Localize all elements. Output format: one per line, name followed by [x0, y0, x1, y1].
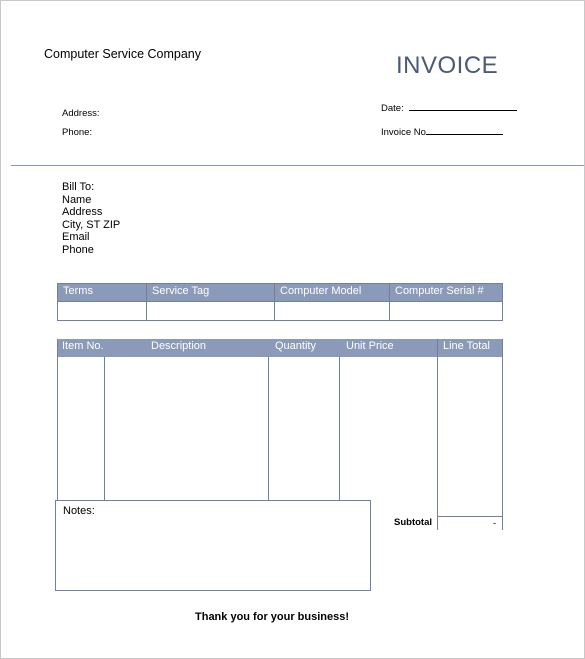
invoice-title: INVOICE — [396, 52, 499, 79]
items-header — [57, 339, 502, 357]
invoice-no-field[interactable] — [381, 125, 503, 138]
col-service-tag: Service Tag — [147, 284, 275, 302]
bill-to-email: Email — [62, 231, 90, 244]
computer-model-cell[interactable] — [275, 302, 390, 321]
col-description: Description — [151, 340, 207, 352]
subtotal-value: - — [493, 518, 497, 529]
address-label: Address: — [62, 108, 100, 119]
bill-to-name: Name — [62, 193, 92, 206]
items-border-left — [57, 339, 58, 500]
computer-serial-cell[interactable] — [390, 302, 503, 321]
date-label: Date: — [381, 103, 404, 114]
bill-to-heading: Bill To: — [62, 181, 95, 193]
header-divider — [11, 165, 584, 166]
thank-you-message: Thank you for your business! — [195, 611, 350, 623]
phone-label: Phone: — [62, 127, 93, 138]
items-divider-4 — [437, 339, 438, 530]
notes-box[interactable] — [55, 500, 371, 591]
service-table — [57, 283, 503, 321]
terms-cell[interactable] — [58, 302, 147, 321]
date-field[interactable] — [381, 101, 517, 114]
col-quantity: Quantity — [275, 340, 316, 352]
bill-to-phone: Phone — [62, 243, 94, 256]
col-unit-price: Unit Price — [346, 340, 394, 352]
subtotal-rule — [437, 516, 502, 517]
subtotal-label: Subtotal — [394, 517, 432, 528]
invoice-no-label: Invoice No — [381, 127, 426, 138]
notes-label: Notes: — [63, 505, 95, 517]
col-computer-model: Computer Model — [275, 284, 390, 302]
company-name: Computer Service Company — [44, 47, 202, 61]
items-divider-3 — [339, 357, 340, 517]
service-tag-cell[interactable] — [147, 302, 275, 321]
col-line-total: Line Total — [443, 340, 490, 352]
date-line — [409, 101, 517, 111]
invoice-no-line — [426, 125, 503, 135]
col-terms: Terms — [58, 284, 147, 302]
items-divider-1 — [104, 357, 105, 517]
col-computer-serial: Computer Serial # — [390, 284, 503, 302]
col-item-no: Item No. — [62, 340, 104, 352]
bill-to-block — [62, 181, 120, 257]
items-border-right — [502, 339, 503, 530]
bill-to-address: Address — [62, 206, 103, 219]
items-divider-2 — [268, 357, 269, 517]
bill-to-city: City, ST ZIP — [62, 218, 121, 231]
